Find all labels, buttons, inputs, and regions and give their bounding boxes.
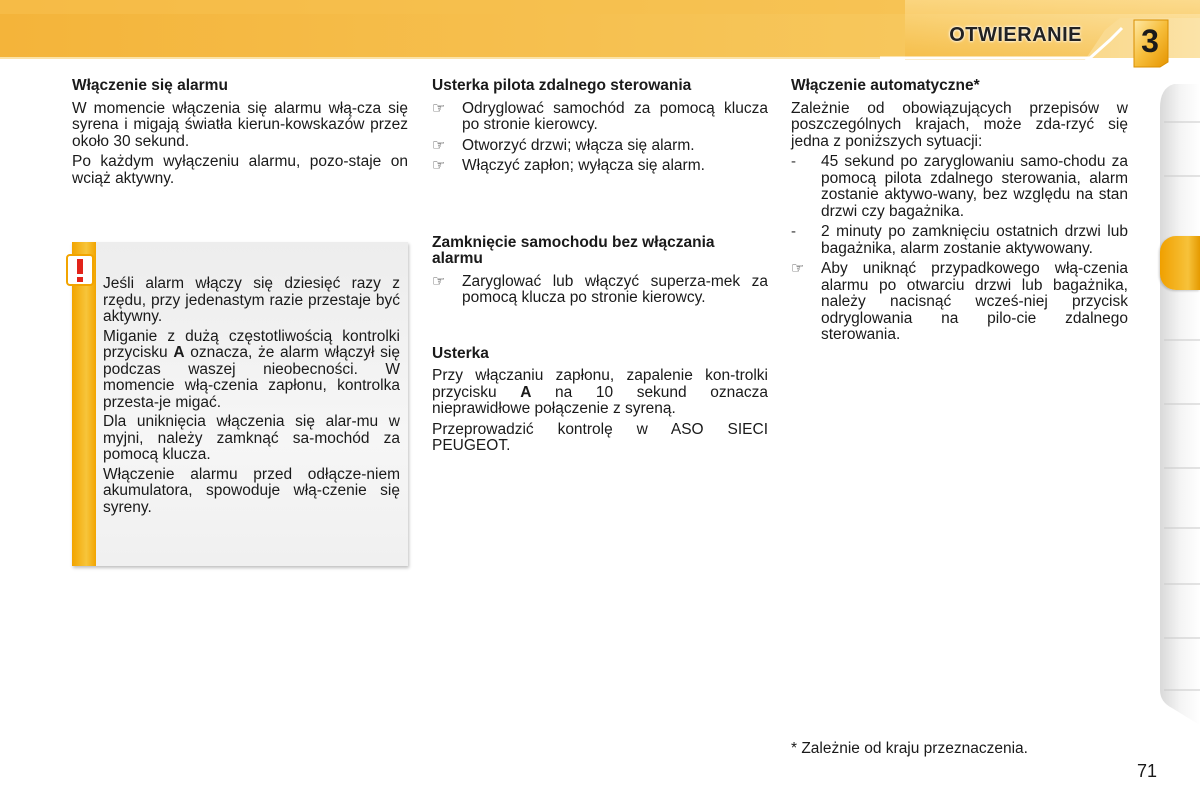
section-heading: Włączenie automatyczne*: [791, 77, 980, 94]
warning-stripe: [72, 242, 96, 566]
paragraph: Przy włączaniu zapłonu, zapalenie kon-trolki przycisku A na 10 sekund oznacza nieprawidłowe połączenie z syreną.: [432, 367, 769, 417]
pointing-hand-icon: ☞: [432, 136, 446, 154]
dash-marker: -: [791, 153, 796, 170]
active-chapter-tab[interactable]: [1160, 236, 1200, 290]
list-item: [791, 261, 1128, 344]
footnote: * Zależnie od kraju przeznaczenia.: [791, 740, 1028, 757]
dash-marker: -: [791, 223, 796, 240]
list-item: [791, 224, 1128, 257]
exclamation-warning-icon: [66, 254, 94, 286]
list-item-text: 2 minuty po zamknięciu ostatnich drzwi lub bagażnika, alarm zostanie aktywowany.: [821, 223, 1128, 257]
header-band: [0, 0, 1200, 62]
list-item-text: Aby uniknąć przypadkowego włą-czenia alarmu po otwarciu drzwi lub bagażnika, należy nacisnąć wcześ-niej przycisk odryglowania na pilo-cie zdalnego sterowania.: [821, 260, 1128, 343]
chapter-tab-strip: [1158, 84, 1200, 724]
section-heading: Usterka: [432, 344, 489, 362]
section-heading: Usterka pilota zdalnego sterowania: [432, 77, 692, 94]
column-remote-fault: [432, 78, 768, 459]
list-item: [432, 138, 768, 155]
paragraph: W momencie włączenia się alarmu włą-cza się syrena i migają światła kierun-kowskazów przez około 30 sekund.: [72, 99, 408, 150]
list-item: [432, 274, 768, 307]
pointing-hand-icon: ☞: [432, 99, 446, 117]
column-automatic-activation: [791, 78, 1128, 348]
paragraph: Zależnie od obowiązujących przepisów w poszczególnych krajach, może zda-rzyć się jedna z poniższych sytuacji:: [791, 99, 1128, 150]
warning-paragraph: Miganie z dużą częstotliwością kontrolki przycisku A oznacza, że alarm włączył się podczas waszej nieobecności. W momencie włą-czenia zapłonu, kontrolka przesta-je migać.: [103, 327, 400, 411]
paragraph: Po każdym wyłączeniu alarmu, pozo-staje on wciąż aktywny.: [72, 153, 408, 187]
list-item-text: Odryglować samochód za pomocą klucza po stronie kierowcy.: [462, 99, 768, 133]
chapter-number: 3: [1141, 23, 1159, 59]
list-item: [791, 154, 1128, 220]
warning-paragraph: Włączenie alarmu przed odłącze-niem akumulatora, spowoduje włą-czenie się syreny.: [103, 465, 400, 516]
chapter-title: OTWIERANIE: [949, 24, 1082, 46]
page-number: 71: [1137, 761, 1158, 781]
section-heading: Włączenie się alarmu: [72, 77, 228, 94]
list-item: [432, 101, 768, 134]
warning-paragraph: Dla uniknięcia włączenia się alar-mu w myjni, należy zamknąć sa-mochód za pomocą klucza.: [103, 413, 400, 463]
pointing-hand-icon: ☞: [791, 260, 805, 277]
warning-paragraph: Jeśli alarm włączy się dziesięć razy z rzędu, przy jedenastym razie przestaje być aktywny.: [103, 275, 400, 325]
paragraph: Przeprowadzić kontrolę w ASO SIECI PEUGEOT.: [432, 420, 768, 454]
list-item-text: Otworzyć drzwi; włącza się alarm.: [462, 136, 695, 154]
warning-box: [72, 242, 408, 566]
list-item: [432, 158, 768, 175]
pointing-hand-icon: ☞: [432, 157, 446, 174]
section-heading: Zamknięcie samochodu bez włączania alarmu: [432, 233, 715, 267]
list-item-text: 45 sekund po zaryglowaniu samo-chodu za pomocą pilota zdalnego sterowania, alarm zostanie aktywo-wany, bez względu na stan drzwi czy bagażnika.: [821, 153, 1128, 220]
list-item-text: Włączyć zapłon; wyłącza się alarm.: [462, 157, 705, 174]
column-alarm-activation: [72, 78, 408, 191]
warning-text: [103, 276, 400, 519]
pointing-hand-icon: ☞: [432, 272, 446, 290]
list-item-text: Zaryglować lub włączyć superza-mek za pomocą klucza po stronie kierowcy.: [462, 272, 768, 306]
chapter-badge: [1130, 18, 1170, 68]
